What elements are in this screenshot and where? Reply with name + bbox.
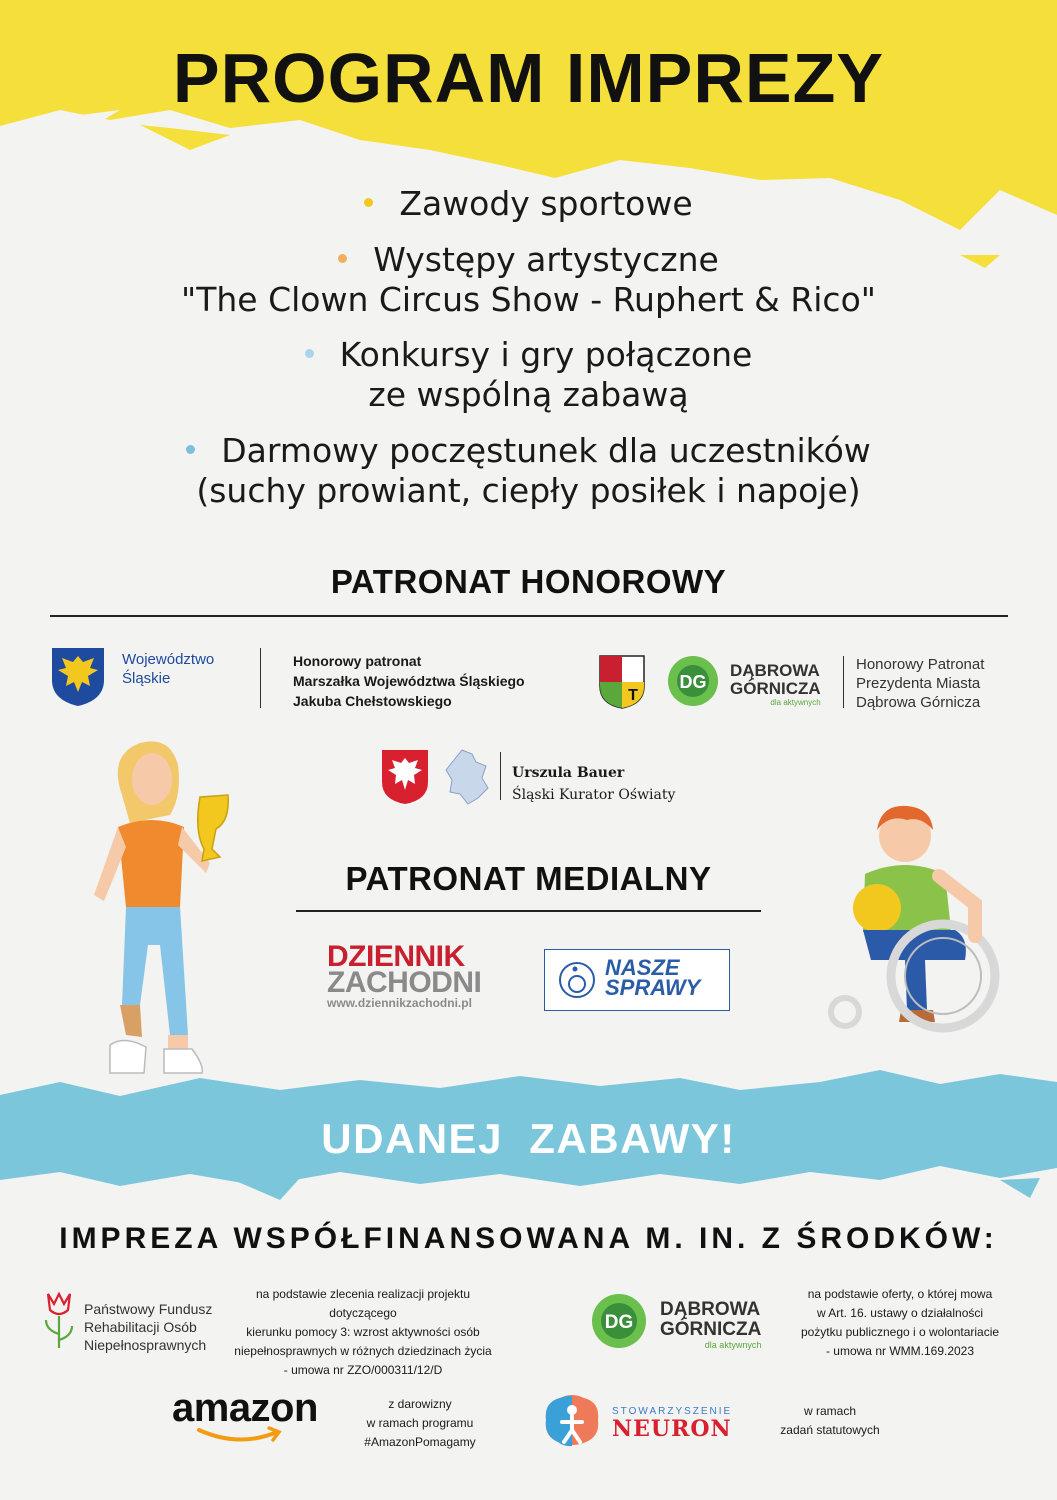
nasze-sprawy-logo [544,949,730,1011]
program-item-text: "The Clown Circus Show - Ruphert & Rico" [181,280,876,319]
neuron-wordmark: STOWARZYSZENIE NEURON [612,1406,733,1442]
amazon-logo: amazon [172,1386,318,1430]
amazon-smile-icon [195,1426,285,1448]
honorary-heading: PATRONAT HONOROWY [330,563,727,600]
bullet-icon [338,254,347,263]
program-item-text: ze wspólną zabawą [368,375,689,414]
dabrowa-dg-logo-icon [590,1292,648,1350]
pfron-name: Państwowy Fundusz Rehabilitacji Osób Niepełnosprawnych [84,1301,213,1353]
marshal-patronage: Honorowy patronat Marszałka Województwa Śląskiego Jakuba Chełstowskiego [293,653,525,709]
slaskie-divider [260,648,261,708]
girl-with-trophy-illustration [70,735,250,1080]
banner-text: UDANEJ ZABAWY! [321,1115,736,1162]
president-patronage: Honorowy Patronat Prezydenta Miasta Dąbrowa Górnicza [856,656,985,711]
svg-text:DG: DG [604,1312,634,1333]
boy-in-wheelchair-illustration [815,800,1005,1035]
amazon-note: z darowizny w ramach programu #AmazonPomagamy [364,1397,476,1449]
dabrowa-note: na podstawie oferty, o której mowa w Art. 16. ustawy o działalności pożytku publicznego i o wolontariacie - umowa nr WMM.169.2023 [800,1287,1000,1358]
nasze-sprawy-wordmark: NASZE SPRAWY [605,955,701,1000]
dabrowa-wordmark: DĄBROWA GÓRNICZA dla aktywnych [660,1299,762,1350]
bullet-icon [186,445,195,454]
dabrowa-divider [843,656,844,708]
media-heading: PATRONAT MEDIALNY [345,860,712,897]
slaskie-name: Województwo Śląskie [122,651,215,687]
kurator-block: Urszula Bauer Śląski Kurator Oświaty [512,765,676,803]
dziennik-zachodni-logo: DZIENNIK ZACHODNI www.dziennikzachodni.pl [327,940,482,1010]
svg-text:T: T [628,687,638,704]
program-item-text: Zawody sportowe [399,184,693,223]
bullet-icon [305,349,314,358]
dabrowa-wordmark: DĄBROWA GÓRNICZA dla aktywnych [730,661,821,707]
dabrowa-coat-of-arms-icon [598,654,646,710]
page-title: PROGRAM IMPREZY [172,39,885,117]
neuron-brain-icon [540,1392,604,1450]
pfron-tulip-icon [42,1290,76,1352]
program-item-4 [0,431,1057,511]
program-item-3 [0,335,1057,415]
neuron-note: w ramach zadań statutowych [780,1404,880,1437]
program-item-1 [0,184,1057,224]
program-item-text: (suchy prowiant, ciepły posiłek i napoje) [196,471,861,510]
wheelchair-icon [557,960,597,1000]
honorary-divider [50,615,1008,617]
program-item-text: Występy artystyczne [373,240,719,279]
dabrowa-dg-logo-icon [666,654,720,708]
bullet-icon [364,198,373,207]
program-item-2 [0,240,1057,320]
program-item-text: Konkursy i gry połączone [339,335,753,374]
program-item-text: Darmowy poczęstunek dla uczestników [221,431,871,470]
slaskie-map-icon [442,748,492,806]
funding-heading: IMPREZA WSPÓŁFINANSOWANA M. IN. Z ŚRODKÓW: [59,1222,998,1255]
media-divider [296,910,761,912]
svg-text:DG: DG [679,672,707,692]
kurator-divider [500,752,501,800]
pfron-note: na podstawie zlecenia realizacji projektu dotyczącego kierunku pomocy 3: wzrost aktywności osób niepełnosprawnych w różnych dziedzinach życia - umowa nr ZZO/000311/12/D [234,1287,492,1377]
slaskie-eagle-icon [50,646,106,708]
poland-emblem-icon [380,748,430,806]
